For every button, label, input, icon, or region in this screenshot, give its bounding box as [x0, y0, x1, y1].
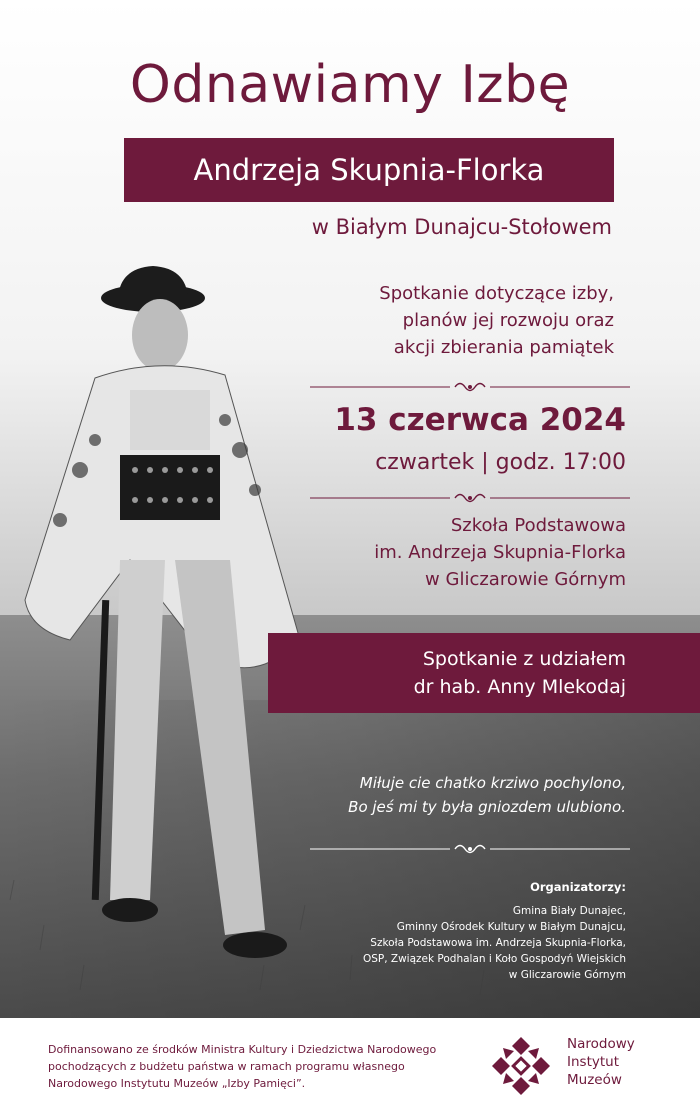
nim-logo-line: Narodowy: [567, 1036, 635, 1052]
guest-line: dr hab. Anny Mlekodaj: [413, 676, 626, 698]
nim-logo-text: [567, 1035, 635, 1089]
event-day-time: czwartek | godz. 17:00: [375, 450, 626, 475]
meeting-description: [284, 280, 614, 361]
poem-line: Bo jeś mi ty była gniozdem ulubiono.: [348, 798, 626, 816]
organizer-line: Gmina Biały Dunajec,: [512, 905, 626, 917]
organizers-title: Organizatorzy:: [530, 880, 626, 894]
funding-line: Dofinansowano ze środków Ministra Kultury i Dziedzictwa Narodowego: [48, 1043, 437, 1056]
venue: [266, 512, 626, 593]
organizer-line: w Gliczarowie Górnym: [508, 969, 626, 981]
meeting-line: Spotkanie dotyczące izby,: [379, 283, 614, 304]
poem: [206, 771, 626, 819]
poem-line: Miłuje cie chatko krziwo pochylono,: [359, 774, 626, 792]
venue-line: im. Andrzeja Skupnia-Florka: [374, 542, 626, 563]
organizer-line: Gminny Ośrodek Kultury w Białym Dunajcu,: [396, 921, 626, 933]
guest-info: [296, 645, 626, 701]
subtitle-band: [124, 138, 614, 202]
ornament-divider-icon: [310, 489, 630, 507]
venue-line: w Gliczarowie Górnym: [425, 569, 626, 590]
location-line: w Białym Dunajcu-Stołowem: [311, 215, 612, 239]
ornament-divider-icon: [310, 840, 630, 858]
ornament-divider-icon: [310, 378, 630, 396]
page-title: Odnawiamy Izbę: [129, 55, 571, 115]
meeting-line: planów jej rozwoju oraz: [402, 310, 614, 331]
nim-logo-line: Muzeów: [567, 1072, 622, 1088]
guest-line: Spotkanie z udziałem: [422, 648, 626, 670]
funding-line: pochodzących z budżetu państwa w ramach programu własnego: [48, 1060, 405, 1073]
organizer-line: OSP, Związek Podhalan i Koło Gospodyń Wiejskich: [362, 953, 626, 965]
organizers-list: [296, 903, 626, 983]
nim-logo-icon: [490, 1035, 552, 1097]
meeting-line: akcji zbierania pamiątek: [393, 337, 614, 358]
event-date: 13 czerwca 2024: [334, 402, 626, 438]
venue-line: Szkoła Podstawowa: [450, 515, 626, 536]
subtitle-text: Andrzeja Skupnia-Florka: [193, 153, 545, 187]
organizer-line: Szkoła Podstawowa im. Andrzeja Skupnia-Florka,: [370, 937, 626, 949]
funding-note: [48, 1041, 478, 1092]
funding-line: Narodowego Instytutu Muzeów „Izby Pamięci”.: [48, 1077, 306, 1090]
nim-logo-line: Instytut: [567, 1054, 619, 1070]
